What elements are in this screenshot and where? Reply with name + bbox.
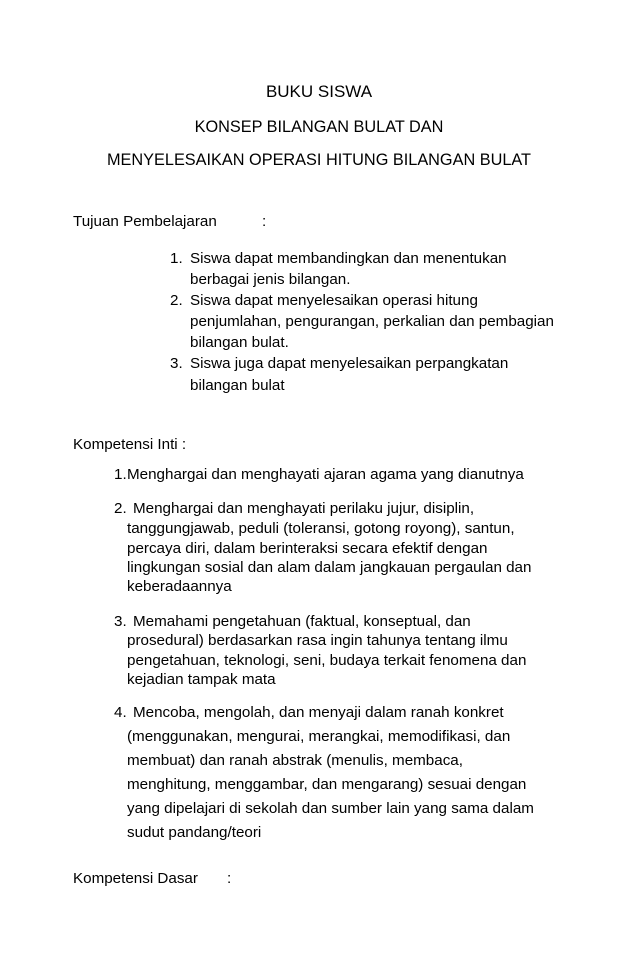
document-title: BUKU SISWA xyxy=(265,82,373,101)
tujuan-item-2-line-1: Siswa dapat menyelesaikan operasi hitung xyxy=(190,292,478,309)
ki-item-3-line-1: Memahami pengetahuan (faktual, konseptual, dan xyxy=(133,613,471,630)
document-subtitle-line1: KONSEP BILANGAN BULAT DAN xyxy=(194,118,444,136)
ki-item-3-line-2: prosedural) berdasarkan rasa ingin tahunya tentang ilmu xyxy=(127,632,508,649)
ki-item-4-line-3: membuat) dan ranah abstrak (menulis, membaca, xyxy=(127,752,463,769)
tujuan-item-1-line-2: berbagai jenis bilangan. xyxy=(190,271,351,288)
ki-item-4-number: 4. xyxy=(114,704,127,721)
ki-item-2-number: 2. xyxy=(114,500,127,517)
tujuan-item-2-number: 2. xyxy=(170,292,183,309)
tujuan-colon: : xyxy=(262,213,267,230)
tujuan-item-1-number: 1. xyxy=(170,250,183,267)
tujuan-item-3-line-2: bilangan bulat xyxy=(190,377,285,394)
ki-item-3-line-4: kejadian tampak mata xyxy=(127,671,276,688)
kompetensi-dasar-label: Kompetensi Dasar xyxy=(73,870,198,887)
ki-item-4-line-6: sudut pandang/teori xyxy=(127,824,262,841)
ki-item-2-line-3: percaya diri, dalam berinteraksi secara efektif dengan xyxy=(127,540,488,557)
ki-item-4-line-5: yang dipelajari di sekolah dan sumber lain yang sama dalam xyxy=(127,800,534,817)
kompetensi-inti-label: Kompetensi Inti : xyxy=(73,436,187,453)
ki-item-2-line-4: lingkungan sosial dan alam dalam jangkauan pergaulan dan xyxy=(127,559,532,576)
ki-item-4-line-2: (menggunakan, mengurai, merangkai, memodifikasi, dan xyxy=(127,728,511,745)
tujuan-item-3-line-1: Siswa juga dapat menyelesaikan perpangkatan xyxy=(190,355,509,372)
tujuan-item-1-line-1: Siswa dapat membandingkan dan menentukan xyxy=(190,250,507,267)
ki-item-3-number: 3. xyxy=(114,613,127,630)
ki-item-1-line-1: Menghargai dan menghayati ajaran agama yang dianutnya xyxy=(127,466,524,483)
tujuan-item-2-line-3: bilangan bulat. xyxy=(190,334,289,351)
ki-item-4-line-4: menghitung, menggambar, dan mengarang) sesuai dengan xyxy=(127,776,527,793)
ki-item-2-line-1: Menghargai dan menghayati perilaku jujur, disiplin, xyxy=(133,500,475,517)
document-subtitle-line2: MENYELESAIKAN OPERASI HITUNG BILANGAN BULAT xyxy=(106,151,532,169)
ki-item-2-line-2: tanggungjawab, peduli (toleransi, gotong royong), santun, xyxy=(127,520,515,537)
ki-item-1-number: 1. xyxy=(114,466,127,483)
ki-item-2-line-5: keberadaannya xyxy=(127,578,232,595)
tujuan-item-2-line-2: penjumlahan, pengurangan, perkalian dan pembagian xyxy=(190,313,554,330)
tujuan-item-3-number: 3. xyxy=(170,355,183,372)
kompetensi-dasar-colon: : xyxy=(227,870,232,887)
ki-item-4-line-1: Mencoba, mengolah, dan menyaji dalam ranah konkret xyxy=(133,704,504,721)
tujuan-label: Tujuan Pembelajaran xyxy=(73,213,217,230)
ki-item-3-line-3: pengetahuan, teknologi, seni, budaya terkait fenomena dan xyxy=(127,652,527,669)
